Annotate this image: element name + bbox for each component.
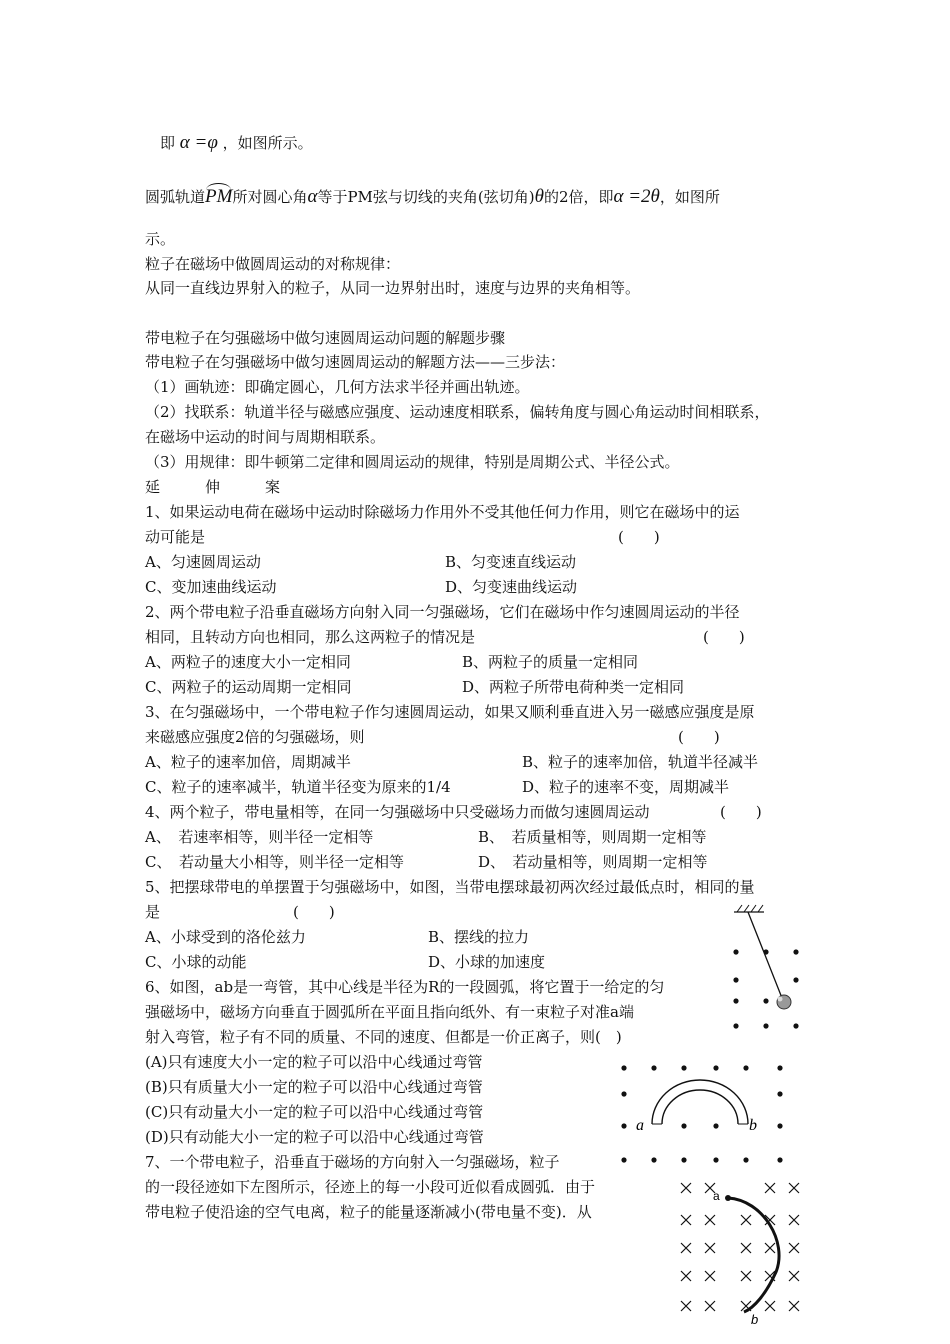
q1-stem-cont: 动可能是 — [145, 528, 206, 546]
math-alpha: α — [307, 186, 318, 207]
text: 的2倍，即 — [543, 188, 614, 206]
text: 圆弧轨道 — [145, 188, 206, 206]
q4-option-b: B、 若质量相等，则周期一定相等 — [478, 828, 707, 846]
tube-label-b: b — [749, 1117, 757, 1134]
field-cross — [705, 1243, 715, 1253]
q6-option-b: (B)只有质量大小一定的粒子可以沿中心线通过弯管 — [145, 1078, 483, 1096]
q3-option-c: C、粒子的速率减半，轨道半径变为原来的1/4 — [145, 778, 451, 796]
track-label-a: a — [713, 1189, 720, 1203]
q3-option-d: D、粒子的速率不变，周期减半 — [522, 778, 730, 796]
field-dot — [651, 1065, 656, 1070]
q7-stem: 7、一个带电粒子，沿垂直于磁场的方向射入一匀强磁场，粒子 — [145, 1153, 560, 1171]
field-cross — [681, 1271, 691, 1281]
field-dot — [681, 1123, 686, 1128]
field-cross — [789, 1301, 799, 1311]
q4-answer-blank: ( ) — [720, 803, 762, 821]
field-cross — [681, 1243, 691, 1253]
field-dot — [713, 1065, 718, 1070]
q6-stem: 6、如图，ab是一弯管，其中心线是半径为R的一段圆弧，将它置于一给定的匀 — [145, 978, 665, 996]
q1-option-d: D、匀变速曲线运动 — [445, 578, 578, 596]
q1-stem: 1、如果运动电荷在磁场中运动时除磁场力作用外不受其他任何力作用，则它在磁场中的运 — [145, 503, 740, 521]
field-cross — [741, 1271, 751, 1281]
field-dot — [681, 1065, 686, 1070]
q2-stem: 2、两个带电粒子沿垂直磁场方向射入同一匀强磁场，它们在磁场中作匀速圆周运动的半径 — [145, 603, 740, 621]
text: 等于PM弦与切线的夹角(弦切角) — [317, 188, 535, 206]
q4-stem: 4、两个粒子，带电量相等，在同一匀强磁场中只受磁场力而做匀速圆周运动 — [145, 803, 650, 821]
step-2-cont: 在磁场中运动的时间与周期相联系。 — [145, 428, 386, 446]
q2-stem-cont: 相同，且转动方向也相同，那么这两粒子的情况是 — [145, 628, 476, 646]
q6-stem-cont-2: 射入弯管，粒子有不同的质量、不同的速度、但都是一价正离子，则( ) — [145, 1028, 622, 1046]
line-2 — [145, 187, 720, 207]
field-cross — [765, 1301, 775, 1311]
q2-option-d: D、两粒子所带电荷种类一定相同 — [462, 678, 685, 696]
text: 即 — [160, 134, 176, 152]
step-2: （2）找联系：轨道半径与磁感应强度、运动速度相联系，偏转角度与圆心角运动时间相联系， — [145, 403, 770, 421]
field-dot — [651, 1157, 656, 1162]
field-cross — [789, 1271, 799, 1281]
field-cross — [789, 1215, 799, 1225]
field-cross — [741, 1243, 751, 1253]
field-dot — [777, 1065, 782, 1070]
q4-option-d: D、 若动量相等，则周期一定相等 — [478, 853, 708, 871]
q2-option-b: B、两粒子的质量一定相同 — [462, 653, 639, 671]
field-cross — [765, 1243, 775, 1253]
line-1 — [160, 133, 313, 153]
pendulum-figure — [722, 900, 812, 1030]
line-5: 从同一直线边界射入的粒子，从同一边界射出时，速度与边界的夹角相等。 — [145, 279, 641, 297]
math-alpha-2theta: α =2θ — [613, 186, 660, 207]
q1-option-c: C、变加速曲线运动 — [145, 578, 277, 596]
q5-option-a: A、小球受到的洛伦兹力 — [145, 928, 306, 946]
q5-stem-cont: 是 — [145, 903, 161, 921]
field-dot — [681, 1157, 686, 1162]
field-cross — [705, 1271, 715, 1281]
text: ，如图所示。 — [222, 134, 313, 152]
q5-option-c: C、小球的动能 — [145, 953, 247, 971]
math-arc-pm: PM — [205, 186, 233, 207]
q1-answer-blank: ( ) — [618, 528, 660, 546]
q3-option-a: A、粒子的速率加倍，周期减半 — [145, 753, 351, 771]
step-3: （3）用规律：即牛顿第二定律和圆周运动的规律，特别是周期公式、半径公式。 — [145, 453, 680, 471]
q2-option-c: C、两粒子的运动周期一定相同 — [145, 678, 352, 696]
q6-option-c: (C)只有动量大小一定的粒子可以沿中心线通过弯管 — [145, 1103, 484, 1121]
field-cross — [681, 1301, 691, 1311]
field-dot — [621, 1123, 626, 1128]
q1-option-b: B、匀变速直线运动 — [445, 553, 577, 571]
q5-option-b: B、摆线的拉力 — [428, 928, 530, 946]
q3-answer-blank: ( ) — [678, 728, 720, 746]
field-dot — [777, 1123, 782, 1128]
line-7: 带电粒子在匀强磁场中做匀速圆周运动的解题方法——三步法： — [145, 353, 566, 371]
field-cross — [705, 1215, 715, 1225]
tube-label-a: a — [636, 1117, 644, 1134]
line-4: 粒子在磁场中做圆周运动的对称规律： — [145, 255, 401, 273]
q3-stem: 3、在匀强磁场中，一个带电粒子作匀速圆周运动，如果又顺利垂直进入另一磁感应强度是原 — [145, 703, 755, 721]
track-label-b: b — [751, 1312, 759, 1327]
q4-option-a: A、 若速率相等，则半径一定相等 — [145, 828, 374, 846]
q3-stem-cont: 来磁感应强度2倍的匀强磁场，则 — [145, 728, 365, 746]
field-cross — [681, 1183, 691, 1193]
q7-stem-cont: 的一段径迹如下左图所示，径迹上的每一小段可近似看成圆弧．由于 — [145, 1178, 596, 1196]
section-heading: 带电粒子在匀强磁场中做匀速圆周运动问题的解题步骤 — [145, 329, 506, 347]
field-dot — [743, 1065, 748, 1070]
q6-option-d: (D)只有动能大小一定的粒子可以沿中心线通过弯管 — [145, 1128, 484, 1146]
field-cross — [765, 1183, 775, 1193]
q5-stem: 5、把摆球带电的单摆置于匀强磁场中，如图，当带电摆球最初两次经过最低点时，相同的量 — [145, 878, 755, 896]
math-alpha-phi: α =φ — [179, 132, 218, 153]
text: 所对圆心角 — [232, 188, 308, 206]
field-dot — [621, 1065, 626, 1070]
field-dot — [713, 1123, 718, 1128]
q6-stem-cont: 强磁场中，磁场方向垂直于圆弧所在平面且指向纸外、有一束粒子对准a端 — [145, 1003, 634, 1021]
text: ，如图所 — [659, 188, 720, 206]
field-dot — [743, 1157, 748, 1162]
field-cross — [789, 1183, 799, 1193]
bent-tube-figure — [612, 1056, 798, 1166]
particle-track-figure — [668, 1172, 804, 1340]
field-cross — [789, 1243, 799, 1253]
field-dot — [777, 1157, 782, 1162]
q6-option-a: (A)只有速度大小一定的粒子可以沿中心线通过弯管 — [145, 1053, 483, 1071]
q2-option-a: A、两粒子的速度大小一定相同 — [145, 653, 351, 671]
q5-option-d: D、小球的加速度 — [428, 953, 546, 971]
line-3: 示。 — [145, 230, 176, 248]
q7-stem-cont-2: 带电粒子使沿途的空气电离，粒子的能量逐渐减小(带电量不变)．从 — [145, 1203, 592, 1221]
field-dot — [777, 1091, 782, 1096]
q1-option-a: A、匀速圆周运动 — [145, 553, 261, 571]
field-dot — [621, 1157, 626, 1162]
q2-answer-blank: ( ) — [703, 628, 745, 646]
extension-heading: 延 伸 案 — [145, 478, 281, 496]
field-cross — [741, 1215, 751, 1225]
q5-answer-blank: ( ) — [293, 903, 335, 921]
math-theta: θ — [534, 186, 544, 207]
field-dot — [621, 1091, 626, 1096]
step-1: （1）画轨迹：即确定圆心，几何方法求半径并画出轨迹。 — [145, 378, 530, 396]
q4-option-c: C、 若动量大小相等，则半径一定相等 — [145, 853, 404, 871]
field-dot — [713, 1157, 718, 1162]
q3-option-b: B、粒子的速率加倍，轨道半径减半 — [522, 753, 759, 771]
field-cross — [681, 1215, 691, 1225]
field-cross — [705, 1301, 715, 1311]
